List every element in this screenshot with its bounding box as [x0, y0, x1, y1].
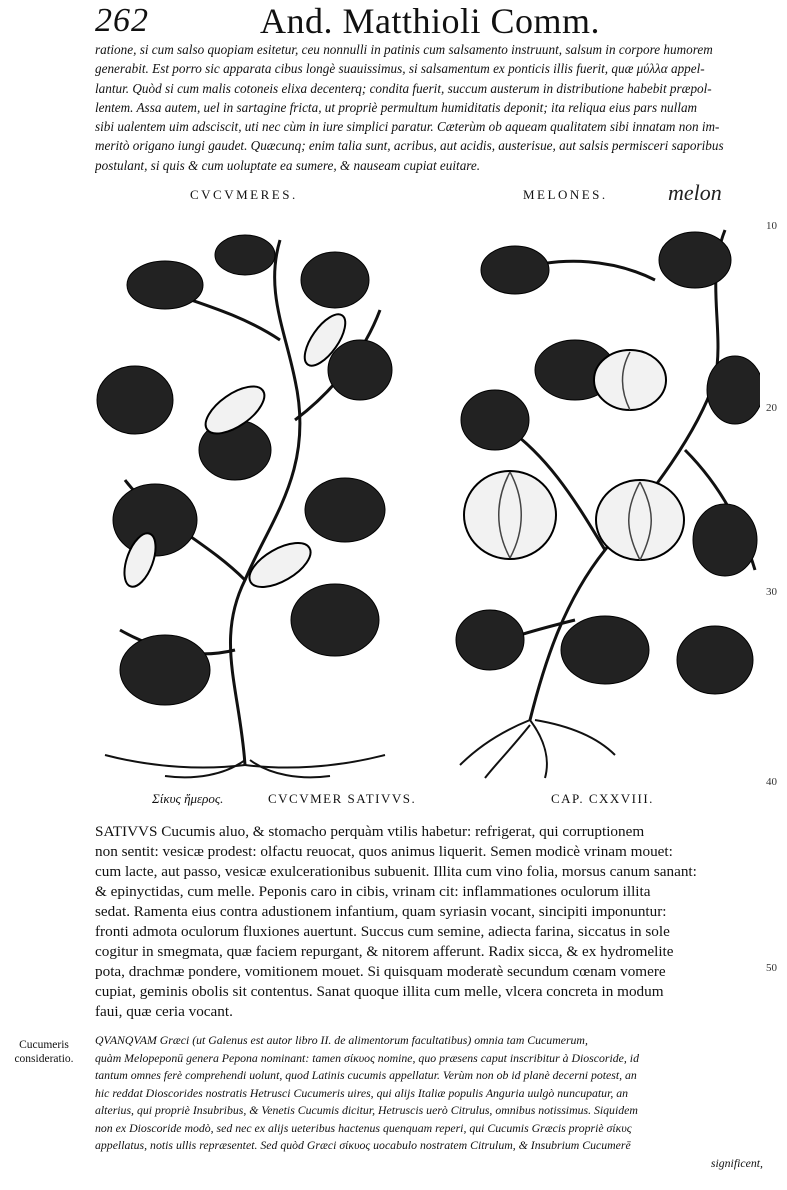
margin-line-number: 50 [766, 962, 777, 974]
body-line: fronti admota oculorum fluxiones auertunt. Succus cum semine, adiecta farina, siccatus in sole [95, 923, 670, 940]
commentary-line: quàm Melopeponū genera Pepona nominant: tamen σίκυος nomine, quo præsens caput inscribitur à Dioscoride, id [95, 1050, 639, 1065]
intro-paragraph [95, 40, 765, 175]
running-title: And. Matthioli Comm. [260, 1, 601, 41]
commentary-line: significent, [710, 1155, 763, 1170]
intro-line: meritò origano iungi gaudet. Quæcunq; enim talia sunt, acribus, aut acidis, austerisue, aut salsis permisceri saporibus [95, 138, 724, 154]
commentary-line: tantum omnes ferè comprehendi uolunt, quod Latinis cucumis appellatur. Verùm non ob id planè decerni potest, an [95, 1068, 637, 1082]
margin-line-number: 10 [766, 220, 777, 232]
cucumber-plant-illustration [95, 220, 395, 780]
margin-note-line: consideratio. [14, 1053, 74, 1065]
intro-line: lantur. Quòd si cum malis cotoneis elixa decenterq; condita fuerit, succum austerum in distributione habebit præpol- [95, 80, 712, 96]
commentary-line: non ex Dioscoride modò, sed nec ex alijs ueteribus hactenus quenquam reperi, qui Cucumis Græcis propriè σίκυς [95, 1120, 632, 1135]
body-line: sedat. Ramenta eius contra adustionem infantium, quam syriasin vocant, sincipiti imponuntur: [95, 903, 667, 920]
margin-note-line: Cucumeris [19, 1039, 69, 1051]
body-line: SATIVVS Cucumis aluo, & stomacho perquàm vtilis habetur: refrigerat, qui corruptionem [95, 823, 645, 840]
page-number: 262 [95, 2, 149, 39]
commentary-line: appellatus, notis ullis repræsentet. Sed quòd Græci σίκυος uocabulo nostratem Citrulum, & Insubrium Cucumerē [95, 1138, 631, 1152]
intro-line: sibi ualentem uim adsciscit, uti nec cùm in iure simplici paratur. Cæterùm ob aqueam qualitatem sibi innatam non im- [95, 119, 720, 135]
figure-title-cucumeres: CVCVMERES. [190, 187, 298, 202]
caption-greek-name: Σίκυς ἥμερος. [152, 791, 224, 806]
commentary-line: QVANQVAM Græci (ut Galenus est autor libro II. de alimentorum facultatibus) omnia tam Cucumerum, [95, 1033, 588, 1047]
body-line: faui, quæ ceria vocant. [95, 1003, 233, 1020]
body-line: pota, drachmæ pondere, vomitionem mouet. Si quisquam moderatè secundum cœnam vomere [95, 963, 666, 980]
commentary-line: hic reddat Dioscorides nostratis Hetrusci Cucumeris uires, qui alijs Italiæ populis Anguria uulgò nuncupatur, an [95, 1085, 629, 1100]
intro-line: ratione, si cum salso quopiam esitetur, ceu nonnulli in patinis cum salsamento instruunt, salsum in corpore humorem [95, 42, 713, 57]
melon-plant-illustration [455, 220, 760, 780]
chapter-number: CAP. CXXVIII. [551, 791, 654, 806]
handwritten-annotation: melon [668, 180, 722, 205]
body-line: & epinyctidas, cum melle. Peponis caro in cibis, vrinam cit: inflammationes oculorum illita [95, 883, 651, 900]
body-line: cupiat, geminis obolis sit contentus. Sanat quoque illita cum melle, vlcera concreta in modum [95, 983, 664, 1000]
body-line: non sentit: vesicæ prodest: olfactu reuocat, quos animus liquerit. Semen modicè vrinam mouet: [95, 843, 673, 860]
margin-note [4, 1038, 84, 1066]
margin-line-number: 40 [766, 776, 777, 788]
page-header [95, 0, 705, 44]
intro-line: lentem. Assa autem, uel in sartagine fricta, ut propriè permultum humiditatis deponit; ita reliqua eius pars nullam [95, 99, 698, 115]
caption-latin-name: CVCVMER SATIVVS. [268, 791, 417, 806]
main-text-paragraph [95, 822, 755, 1022]
intro-line: generabit. Est porro sic apparata cibus longè suauissimus, si salsamentum ex ponticis illis fuerit, quæ μύλλα appel- [95, 61, 705, 77]
figure-title-melones: MELONES. [523, 187, 608, 202]
intro-line: postulant, si quis & cum uoluptate ea sumere, & nauseam cupiat euitare. [95, 157, 481, 173]
body-line: cum lacte, aut passo, vesicæ exulcerationibus subuenit. Illita cum vino folia, morsus canum sanant: [95, 863, 697, 880]
margin-line-number: 30 [766, 586, 777, 598]
commentary-line: alterius, qui propriè Insubribus, & Venetis Cucumis dicitur, Hetruscis uerò Citrulus, omnibus notissimus. Siquidem [95, 1103, 638, 1117]
body-line: cogitur in smegmata, quæ faciem repurgant, & nitorem afferunt. Radix sicca, & ex hydromelite [95, 943, 674, 960]
commentary-paragraph [95, 1032, 763, 1172]
margin-line-number: 20 [766, 402, 777, 414]
